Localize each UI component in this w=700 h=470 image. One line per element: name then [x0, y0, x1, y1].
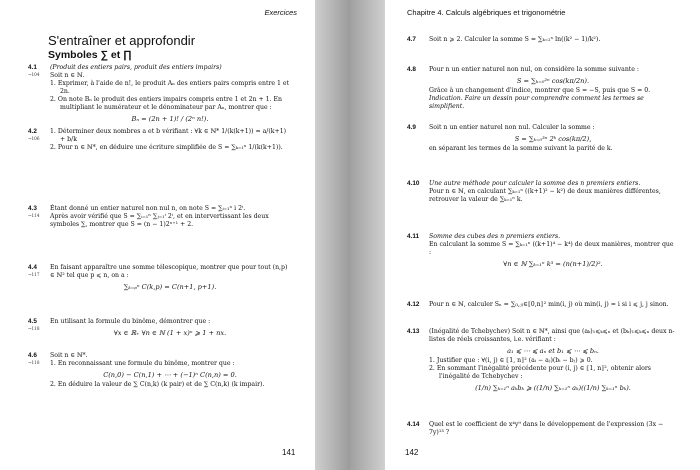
exercise-4-9	[407, 124, 677, 153]
exercise-text: En faisant apparaître une somme télescopique, montrer que pour tout (n,p) ∈ ℕ² tel que p ⩽ n, on a :	[50, 264, 288, 279]
formula: ∀x ∈ ℝ₊ ∀n ∈ ℕ (1 + x)ⁿ ⩾ 1 + nx.	[113, 329, 227, 337]
exercise-text: 2. On note Bₙ le produit des entiers impairs compris entre 1 et 2n + 1. En multipliant le numérateur et le dénominateur par Aₙ, montrer que :	[50, 96, 283, 111]
exercise-4-2	[28, 128, 290, 152]
exercise-4-13	[407, 328, 677, 394]
formula: a₁ ⩽ ⋯ ⩽ aₙ et b₁ ⩽ ⋯ ⩽ bₙ.	[507, 347, 599, 355]
exercise-ref: →117	[28, 272, 40, 277]
exercise-4-10	[407, 180, 677, 204]
exercise-text: en séparant les termes de la somme suivant la parité de k.	[429, 145, 613, 152]
right-page-number: 142	[405, 448, 419, 457]
exercise-text: (Inégalité de Tchebychev) Soit n ∈ ℕ*, ainsi que (aₖ)₁⩽ₖ⩽ₙ et (bₖ)₁⩽ₖ⩽ₙ deux n-listes de réels croissantes, i.e. vérifiant :	[429, 328, 675, 343]
exercise-text: Une autre méthode pour calculer la somme des n premiers entiers.	[429, 180, 641, 187]
exercise-4-6	[28, 352, 290, 389]
formula: Bₙ = (2n + 1)! / (2ⁿ n!).	[131, 115, 209, 123]
right-page-header: Chapitre 4. Calculs algébriques et trigonométrie	[407, 8, 566, 17]
exercise-text: Pour n un entier naturel non nul, on considère la somme suivante :	[429, 66, 640, 73]
exercise-text: 1. En reconnaissant une formule du binôme, montrer que :	[50, 360, 235, 367]
exercise-text: 1. Déterminer deux nombres a et b vérifiant : ∀k ∈ ℕ* 1/(k(k+1)) = a/(k+1) + b/k	[50, 128, 287, 143]
exercise-ref: →114	[28, 213, 40, 218]
exercise-text: En calculant la somme S = ∑ₖ₌₁ⁿ ((k+1)⁴ − k⁴) de deux manières, montrer que :	[429, 241, 674, 256]
exercise-text: 2. En déduire la valeur de ∑ C(n,k) (k pair) et de ∑ C(n,k) (k impair).	[50, 381, 265, 388]
exercise-number: 4.14	[407, 421, 420, 428]
formula: S = ∑ₖ₌₀³ⁿ 2ᵏ cos(kπ/2),	[514, 135, 592, 143]
exercise-number: 4.3	[28, 205, 37, 212]
left-page-number: 141	[282, 448, 296, 457]
exercise-text: Pour n ∈ ℕ, calculer Sₙ = ∑₍ᵢ,ⱼ₎∈⟦0,n⟧² min(i, j) où min(i, j) = i si i ⩽ j, j sinon.	[429, 301, 669, 308]
exercise-number: 4.10	[407, 180, 420, 187]
exercise-text: Soit n ∈ ℕ.	[50, 72, 85, 79]
formula: ∀n ∈ ℕ ∑ₖ₌₁ⁿ k³ = (n(n+1)/2)².	[503, 260, 603, 268]
section-title: S'entraîner et approfondir	[48, 33, 196, 48]
book-gutter-left	[315, 0, 350, 470]
exercise-ref: →106	[28, 136, 40, 141]
exercise-ref: →118	[28, 326, 40, 331]
exercise-4-11	[407, 233, 677, 270]
formula: S = ∑ₖ₌₀²ⁿ cos(kπ/2n).	[516, 77, 590, 85]
right-page	[385, 0, 700, 470]
exercise-text: Soit n ∈ ℕ*.	[50, 352, 88, 359]
formula: C(n,0) − C(n,1) + ⋯ + (−1)ⁿ C(n,n) = 0.	[103, 371, 237, 379]
book-gutter-right	[350, 0, 385, 470]
exercise-number: 4.5	[28, 318, 37, 325]
exercise-text: En utilisant la formule du binôme, démontrer que :	[50, 318, 211, 325]
exercise-text: 2. En sommant l'inégalité précédente pour (i, j) ∈ ⟦1, n⟧², obtenir alors l'inégalité de Tchebychev :	[429, 365, 651, 380]
exercise-number: 4.13	[407, 328, 420, 335]
exercise-text: 1. Justifier que : ∀(i, j) ∈ ⟦1, n⟧² (aᵢ − aⱼ)(bᵢ − bⱼ) ⩾ 0.	[429, 357, 593, 364]
exercise-ref: →118	[28, 360, 40, 365]
exercise-number: 4.1	[28, 64, 37, 71]
exercise-text: Soit n un entier naturel non nul. Calculer la somme :	[429, 124, 595, 131]
exercise-4-5	[28, 318, 290, 339]
left-page	[0, 0, 315, 470]
exercise-text: Après avoir vérifié que S = ∑ᵢ₌₁ⁿ ∑ⱼ₌₁ⁱ 2ⁱ, et en intervertissant les deux symboles ∑, montrer que S = (n − 1)2ⁿ⁺¹ + 2.	[50, 213, 269, 228]
exercise-number: 4.11	[407, 233, 420, 240]
exercise-number: 4.12	[407, 301, 420, 308]
exercise-text: Somme des cubes des n premiers entiers.	[429, 233, 561, 240]
exercise-4-1	[28, 64, 290, 125]
left-page-header: Exercices	[264, 8, 297, 17]
exercise-text: Pour n ∈ ℕ, en calculant ∑ₖ₌₁ⁿ ((k+1)² − k²) de deux manières différentes, retrouver la valeur de ∑ₖ₌₁ⁿ k.	[429, 188, 661, 203]
exercise-text: (Produit des entiers pairs, produit des entiers impairs)	[50, 64, 222, 71]
exercise-text: Grâce à un changement d'indice, montrer que S = −S, puis que S = 0.	[429, 87, 651, 94]
exercise-number: 4.7	[407, 36, 416, 43]
exercise-text: Quel est le coefficient de x⁴y⁹ dans le développement de l'expression (3x − 7y)¹³ ?	[429, 421, 664, 436]
exercise-number: 4.9	[407, 124, 416, 131]
exercise-4-4	[28, 264, 290, 293]
exercise-number: 4.6	[28, 352, 37, 359]
exercise-number: 4.4	[28, 264, 37, 271]
exercise-text: 2. Pour n ∈ ℕ*, en déduire une écriture simplifiée de S = ∑ₖ₌₁ⁿ 1/(k(k+1)).	[50, 144, 283, 151]
exercise-number: 4.8	[407, 66, 416, 73]
exercise-4-7	[407, 36, 677, 44]
exercise-4-3	[28, 205, 290, 229]
exercise-number: 4.2	[28, 128, 37, 135]
exercise-text: Indication. Faire un dessin pour comprendre comment les termes se simplifient.	[429, 95, 644, 110]
exercise-text: Étant donné un entier naturel non nul n, on note S = ∑ᵢ₌₁ⁿ i 2ⁱ.	[50, 205, 246, 212]
exercise-text: Soit n ⩾ 2. Calculer la somme S = ∑ₖ₌₂ⁿ ln((k² − 1)/k²).	[429, 36, 601, 43]
exercise-ref: →104	[28, 72, 40, 77]
exercise-4-8	[407, 66, 677, 111]
exercise-4-14	[407, 421, 677, 437]
exercise-4-12	[407, 301, 677, 309]
formula: (1/n) ∑ₖ₌₁ⁿ aₖbₖ ⩾ ((1/n) ∑ₖ₌₁ⁿ aₖ)((1/n) ∑ₖ₌₁ⁿ bₖ).	[475, 384, 631, 392]
section-subtitle: Symboles ∑ et ∏	[48, 49, 132, 61]
exercise-text: 1. Exprimer, à l'aide de n!, le produit Aₙ des entiers pairs compris entre 1 et 2n.	[50, 80, 290, 95]
formula: ∑ₖ₌ₚⁿ C(k,p) = C(n+1, p+1).	[123, 283, 217, 291]
